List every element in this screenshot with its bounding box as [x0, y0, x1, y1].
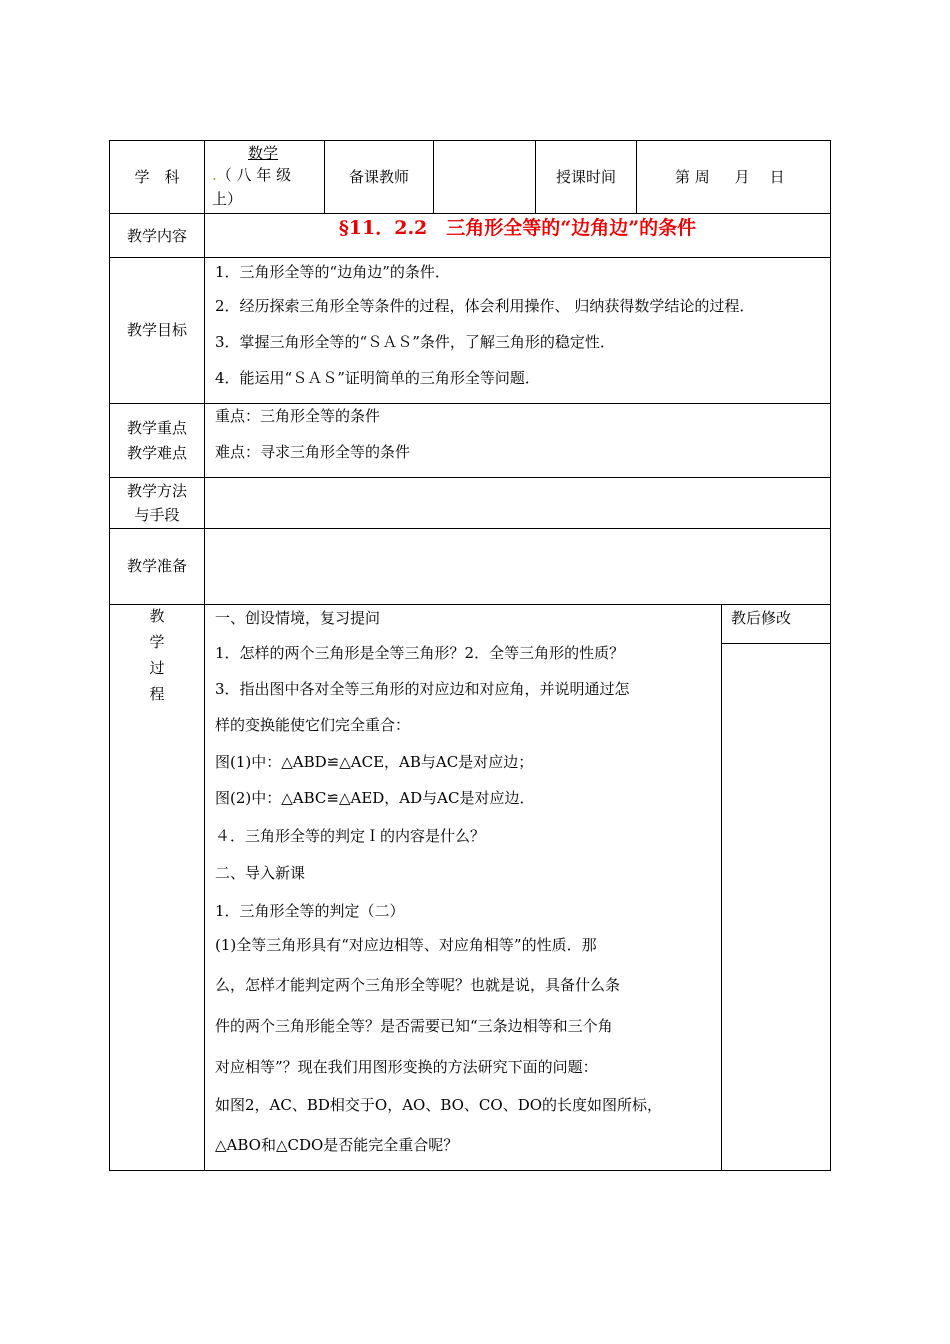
- process-line: 么，怎样才能判定两个三角形全等呢？也就是说，具备什么条: [215, 976, 621, 994]
- revision-divider: [721, 643, 831, 644]
- revision-label: 教后修改: [731, 609, 792, 627]
- process-label-char: 教: [149, 607, 165, 625]
- method-label: 教学方法: [126, 482, 187, 500]
- goal-item: 3．掌握三角形全等的“ＳＡＳ”条件，了解三角形的稳定性．: [215, 333, 615, 351]
- lesson-title: §11．2.2 三角形全等的“边角边”的条件: [338, 217, 697, 239]
- label-column-divider: [204, 140, 205, 1171]
- row-divider: [109, 257, 831, 258]
- table-border-top: [109, 140, 831, 141]
- prep-label: 教学准备: [126, 557, 187, 575]
- method-label-2: 与手段: [134, 506, 180, 524]
- process-label-char: 学: [149, 633, 165, 651]
- goal-item: 2．经历探索三角形全等条件的过程，体会利用操作、 归纳获得数学结论的过程．: [215, 297, 755, 315]
- process-line: 二、导入新课: [215, 864, 306, 882]
- process-label-char: 过: [149, 659, 165, 677]
- date-field: 第 周 月 日: [675, 168, 785, 186]
- goal-item: 4．能运用“ＳＡＳ”证明简单的三角形全等问题．: [215, 369, 540, 387]
- difficulty-label: 教学难点: [126, 444, 187, 462]
- revision-column-divider: [721, 604, 722, 1171]
- keypoint-label: 教学重点: [126, 419, 187, 437]
- subject-label: 学 科: [134, 168, 180, 186]
- keypoint-text: 重点：三角形全等的条件: [215, 407, 381, 425]
- table-border-bottom: [109, 1170, 831, 1171]
- process-line: 图(2)中：△ABC≌△AED，AD与AC是对应边．: [215, 789, 535, 807]
- goals-label: 教学目标: [126, 321, 187, 339]
- process-line: 样的变换能使它们完全重合：: [215, 716, 411, 734]
- row-divider: [109, 477, 831, 478]
- process-label-char: 程: [149, 685, 165, 703]
- process-line: 1．怎样的两个三角形是全等三角形？2．全等三角形的性质？: [215, 644, 625, 662]
- process-line: 如图2，AC、BD相交于O，AO、BO、CO、DO的长度如图所标，: [215, 1096, 663, 1114]
- process-line: 一、创设情境，复习提问: [215, 609, 381, 627]
- row-divider: [109, 403, 831, 404]
- process-line: △ABO和△CDO是否能完全重合呢？: [215, 1136, 459, 1154]
- process-line: 件的两个三角形能全等？是否需要已知“三条边相等和三个角: [215, 1017, 613, 1035]
- time-label: 授课时间: [555, 168, 616, 186]
- content-label: 教学内容: [126, 227, 187, 245]
- process-line: 1．三角形全等的判定（二）: [215, 902, 405, 920]
- process-line: (1)全等三角形具有“对应边相等、对应角相等”的性质．那: [215, 936, 597, 954]
- table-border-right: [830, 140, 831, 1171]
- difficulty-text: 难点：寻求三角形全等的条件: [215, 443, 411, 461]
- process-line: ４．三角形全等的判定Ｉ的内容是什么？: [215, 827, 486, 845]
- row-divider: [109, 604, 831, 605]
- subject-value-line1: 数学: [248, 144, 279, 162]
- process-line: 3．指出图中各对全等三角形的对应边和对应角，并说明通过怎: [215, 680, 630, 698]
- table-border-left: [109, 140, 110, 1171]
- process-line: 对应相等”？现在我们用图形变换的方法研究下面的问题：: [215, 1058, 598, 1076]
- subject-value-line3: 上）: [212, 190, 243, 208]
- row-divider: [109, 528, 831, 529]
- header-divider: [433, 140, 434, 214]
- goal-item: 1．三角形全等的“边角边”的条件．: [215, 263, 450, 281]
- header-divider: [636, 140, 637, 214]
- process-line: 图(1)中：△ABD≌△ACE，AB与AC是对应边；: [215, 753, 534, 771]
- row-divider: [109, 213, 831, 214]
- subject-value-line2: .（ 八 年 级: [212, 166, 292, 184]
- teacher-label: 备课教师: [348, 168, 409, 186]
